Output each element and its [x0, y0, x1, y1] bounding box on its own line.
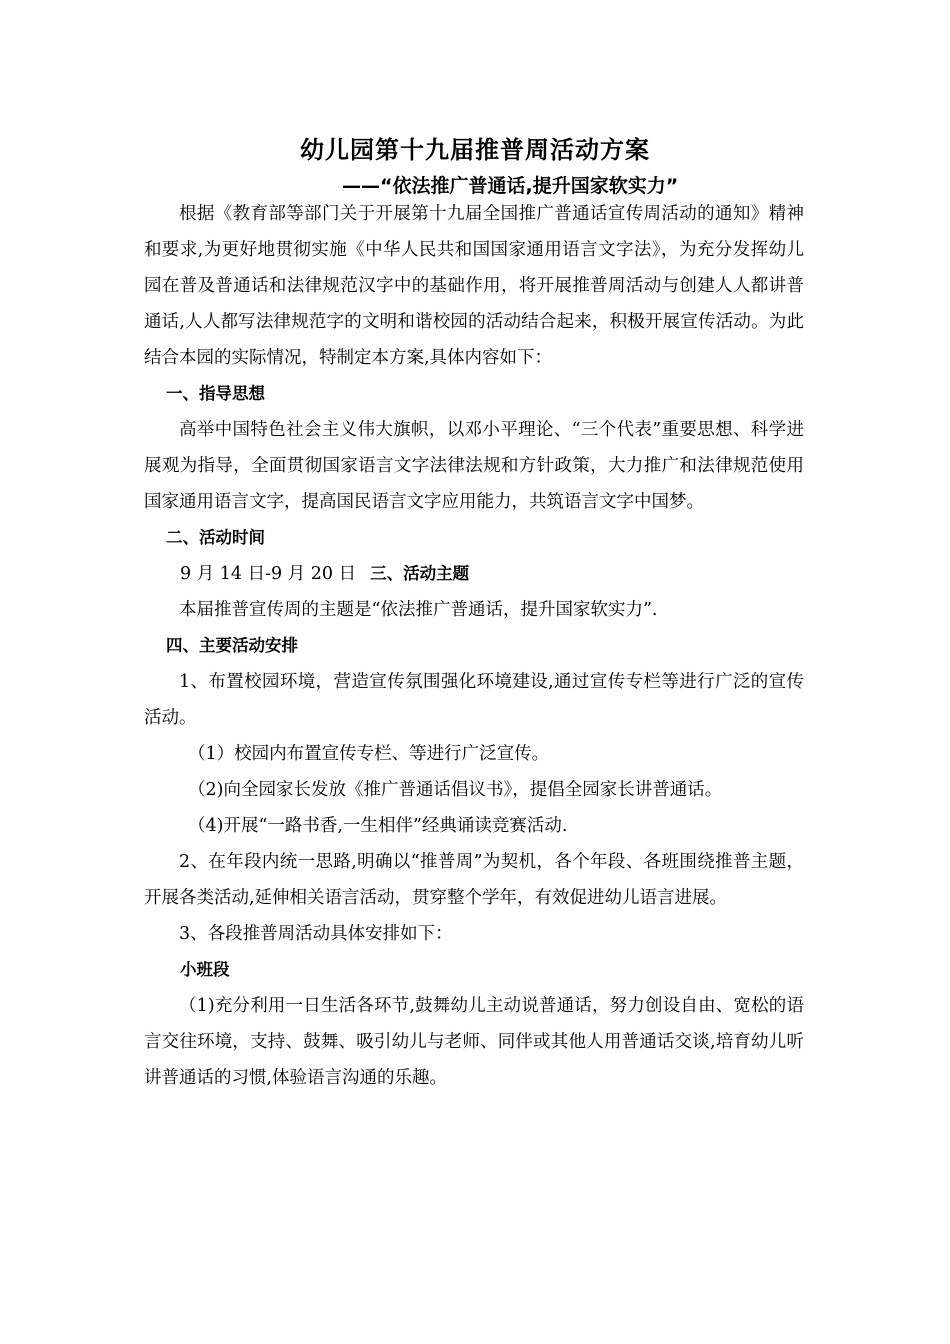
document-title: 幼儿园第十九届推普周活动方案	[300, 136, 650, 164]
activity-theme-paragraph: 本届推普宣传周的主题是“依法推广普通话，提升国家软实力”.	[179, 600, 658, 620]
activity-item-1-sub-3: （4)开展“一路书香,一生相伴”经典诵读竞赛活动.	[188, 816, 568, 836]
activity-item-3: 3、各段推普周活动具体安排如下：	[179, 924, 453, 944]
activity-time-value: 9 月 14 日-9 月 20 日	[180, 564, 357, 584]
activity-item-1-sub-1: （1）校园内布置宣传专栏、等进行广泛宣传。	[188, 744, 550, 764]
small-class-item-1: （1)充分利用一日生活各环节,鼓舞幼儿主动说普通话，努力创设自由、宽松的语言交往环境，支持、鼓舞、吸引幼儿与老师、同伴或其他人用普通话交谈,培育幼儿听讲普通话的习惯,体验语言沟通的乐趣。	[144, 996, 804, 1088]
section-heading-activity-time: 二、活动时间	[166, 528, 265, 547]
section-heading-main-activities: 四、主要活动安排	[166, 636, 298, 655]
activity-item-1: 1、布置校园环境，营造宣传氛围强化环境建设,通过宣传专栏等进行广泛的宣传活动。	[144, 672, 804, 728]
activity-item-2: 2、在年段内统一思路,明确以“推普周”为契机，各个年段、各班围绕推普主题，开展各类活动,延伸相关语言活动，贯穿整个学年，有效促进幼儿语言进展。	[144, 852, 804, 908]
intro-paragraph: 根据《教育部等部门关于开展第十九届全国推广普通话宣传周活动的通知》精神和要求,为更好地贯彻实施《中华人民共和国国家通用语言文字法》，为充分发挥幼儿园在普及普通话和法律规范汉字中的基础作用，将开展推普周活动与创建人人都讲普通话,人人都写法律规范字的文明和谐校园的活动结合起来，积极开展宣传活动。为此结合本园的实际情况，特制定本方案,具体内容如下：	[144, 204, 804, 368]
small-class-heading: 小班段	[180, 960, 230, 979]
guiding-ideology-paragraph: 高举中国特色社会主义伟大旗帜，以邓小平理论、“三个代表”重要思想、科学进展观为指导，全面贯彻国家语言文字法律法规和方针政策，大力推广和法律规范使用国家通用语言文字，提高国民语言文字应用能力，共筑语言文字中国梦。	[144, 420, 804, 512]
document-body	[144, 196, 804, 1096]
activity-time-line	[144, 556, 804, 592]
section-heading-activity-theme: 三、活动主题	[370, 564, 470, 583]
activity-item-1-sub-2: （2)向全园家长发放《推广普通话倡议书》，提倡全园家长讲普通话。	[188, 780, 723, 800]
document-subtitle: ——“依法推广普通话,提升国家软实力”	[342, 175, 679, 197]
section-heading-guiding-ideology: 一、指导思想	[166, 384, 265, 403]
